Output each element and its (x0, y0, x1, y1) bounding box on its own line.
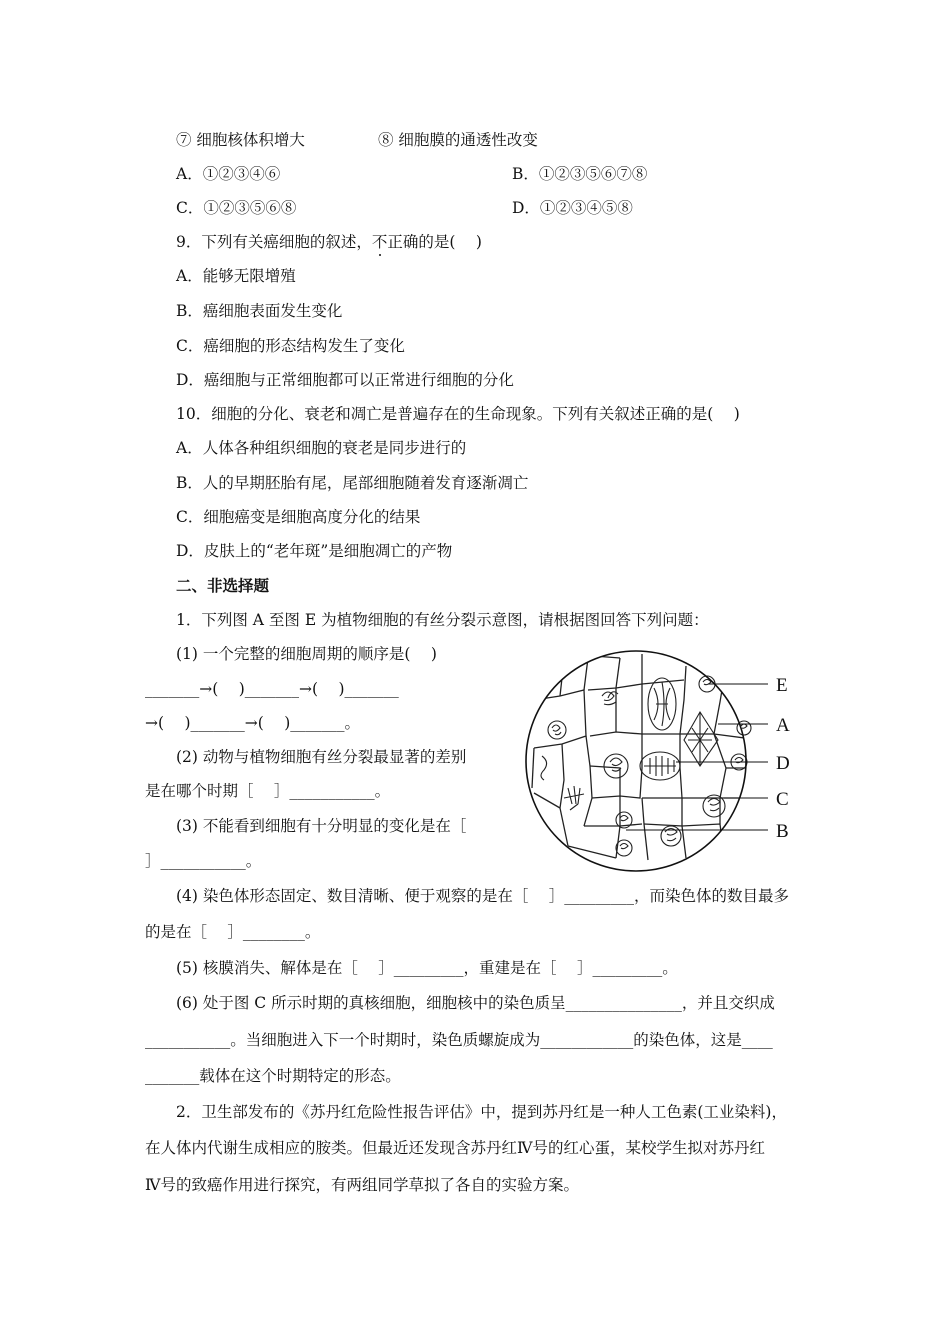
problem-1-part-3-cont: ］___________。 (145, 852, 262, 870)
q8-choice-a: A．①②③④⑥ (176, 165, 281, 183)
q9-choice-d: D．癌细胞与正常细胞都可以正常进行细胞的分化 (176, 371, 514, 389)
problem-1-part-1-blanks-a: _______→( )_______→( )_______ (145, 680, 399, 698)
problem-1-part-4: (4) 染色体形态固定、数目清晰、便于观察的是在［ ］_________，而染色体的数目最多 (176, 887, 790, 905)
q10-choice-c: C．细胞癌变是细胞高度分化的结果 (176, 508, 421, 526)
problem-1-part-5: (5) 核膜消失、解体是在［ ］_________，重建是在［ ］_________。 (176, 959, 678, 977)
question-9 (176, 232, 482, 252)
q9-choice-a: A．能够无限增殖 (176, 267, 296, 285)
problem-1-part-6-cont-1: ___________。当细胞进入下一个时期时，染色质螺旋成为____________的染色体，这是____ (145, 1031, 773, 1049)
problem-1-part-3: (3) 不能看到细胞有十分明显的变化是在［ (176, 817, 467, 835)
emphasis-dot-word: 不 (371, 233, 388, 251)
q9-choice-c: C．癌细胞的形态结构发生了变化 (176, 337, 405, 355)
problem-1-part-6: (6) 处于图 C 所示时期的真核细胞，细胞核中的染色质呈_______________，并且交织成 (176, 994, 775, 1012)
problem-1-part-1-blanks-b: →( )_______→( )_______。 (145, 714, 361, 732)
label-a: A (776, 715, 790, 736)
problem-1-part-1: (1) 一个完整的细胞周期的顺序是( ) (176, 645, 437, 663)
mitosis-figure (524, 648, 804, 874)
question-9-stem: 9．下列有关癌细胞的叙述， (176, 233, 372, 251)
question-10: 10．细胞的分化、衰老和凋亡是普遍存在的生命现象。下列有关叙述正确的是( ) (176, 405, 740, 423)
q8-choice-b: B．①②③⑤⑥⑦⑧ (512, 165, 648, 183)
problem-1-part-2: (2) 动物与植物细胞有丝分裂最显著的差别 (176, 748, 467, 766)
problem-1-part-4-cont: 的是在［ ］________。 (145, 923, 321, 941)
problem-2-line-2: 在人体内代谢生成相应的胺类。但最近还发现含苏丹红Ⅳ号的红心蛋，某校学生拟对苏丹红 (145, 1139, 765, 1157)
q8-option-7: ⑦ 细胞核体积增大 (176, 131, 305, 149)
label-c: C (776, 789, 789, 810)
problem-2-line-3: Ⅳ号的致癌作用进行探究，有两组同学草拟了各自的实验方案。 (145, 1176, 579, 1194)
problem-1-part-2-cont: 是在哪个时期［ ］___________。 (145, 782, 391, 800)
q8-option-8: ⑧ 细胞膜的通透性改变 (378, 131, 538, 149)
section-heading: 二、非选择题 (176, 577, 270, 595)
q10-choice-d: D．皮肤上的“老年斑”是细胞凋亡的产物 (176, 542, 453, 560)
question-9-stem-end: 正确的是( ) (387, 233, 482, 251)
q8-choice-d: D．①②③④⑤⑧ (512, 199, 633, 217)
problem-1-part-6-cont-2: _______载体在这个时期特定的形态。 (145, 1067, 401, 1085)
q8-choice-c: C．①②③⑤⑥⑧ (176, 199, 297, 217)
q9-choice-b: B．癌细胞表面发生变化 (176, 302, 343, 320)
problem-2-line-1: 2．卫生部发布的《苏丹红危险性报告评估》中，提到苏丹红是一种人工色素(工业染料)， (176, 1103, 787, 1121)
cell-grid (532, 654, 760, 860)
q10-choice-b: B．人的早期胚胎有尾，尾部细胞随着发育逐渐凋亡 (176, 474, 529, 492)
label-e: E (776, 675, 788, 696)
q10-choice-a: A．人体各种组织细胞的衰老是同步进行的 (176, 439, 467, 457)
problem-1-stem: 1．下列图 A 至图 E 为植物细胞的有丝分裂示意图，请根据图回答下列问题： (176, 611, 709, 629)
label-d: D (776, 753, 790, 774)
label-b: B (776, 821, 789, 842)
